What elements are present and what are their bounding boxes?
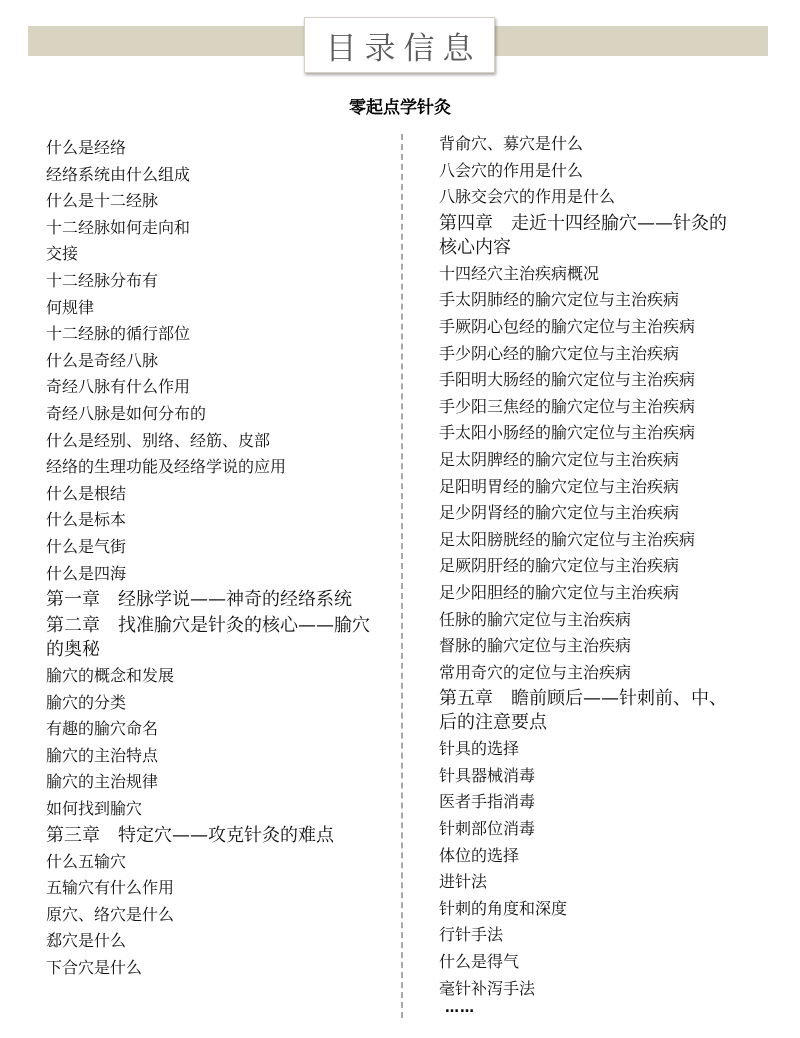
- toc-chapter-heading: 第二章 找准腧穴是针灸的核心——腧穴的奥秘: [46, 615, 370, 661]
- toc-entry: 足少阴肾经的腧穴定位与主治疾病: [439, 503, 680, 523]
- toc-entry: 八脉交会穴的作用是什么: [439, 187, 616, 207]
- toc-entry: 什么是得气: [439, 952, 520, 972]
- toc-entry: 五输穴有什么作用: [46, 878, 175, 898]
- toc-entry: 什么是四海: [46, 563, 127, 583]
- toc-entry: 手厥阴心包经的腧穴定位与主治疾病: [439, 316, 696, 336]
- toc-entry: 十四经穴主治疾病概况: [439, 263, 600, 283]
- toc-entry: 十二经脉的循行部位: [46, 324, 191, 344]
- page-title: 目录信息: [325, 30, 482, 67]
- toc-entry: 足阳明胃经的腧穴定位与主治疾病: [439, 476, 680, 496]
- toc-entry: 奇经八脉有什么作用: [46, 377, 191, 397]
- toc-entry: 经络的生理功能及经络学说的应用: [46, 457, 287, 477]
- toc-entry: 针刺部位消毒: [439, 819, 536, 839]
- toc-entry: 任脉的腧穴定位与主治疾病: [439, 609, 632, 629]
- toc-right-column: [439, 131, 739, 1002]
- toc-entry: 毫针补泻手法: [439, 978, 536, 998]
- toc-entry: 何规律: [46, 297, 95, 317]
- toc-entry: 交接: [46, 244, 79, 264]
- toc-chapter-heading: 第四章 走近十四经腧穴——针灸的核心内容: [439, 212, 727, 258]
- toc-entry: 什么是经络: [46, 138, 127, 157]
- toc-entry: 针具的选择: [439, 739, 520, 759]
- toc-entry: 医者手指消毒: [439, 792, 536, 812]
- toc-entry: 足少阳胆经的腧穴定位与主治疾病: [439, 582, 680, 602]
- toc-entry: 什么是标本: [46, 510, 127, 530]
- toc-left-column: [46, 135, 376, 982]
- toc-chapter-heading: 第一章 经脉学说——神奇的经络系统: [46, 589, 352, 611]
- toc-entry: 进针法: [439, 872, 488, 892]
- toc-entry: 郄穴是什么: [46, 931, 127, 951]
- toc-entry: 原穴、络穴是什么: [46, 904, 175, 924]
- toc-entry: 针刺的角度和深度: [439, 898, 568, 918]
- toc-entry: 腧穴的分类: [46, 692, 127, 712]
- toc-entry: 什么是根结: [46, 483, 127, 503]
- continuation-ellipsis: ……: [445, 1000, 475, 1016]
- toc-entry: 腧穴的主治特点: [46, 745, 159, 765]
- toc-entry: 手太阴肺经的腧穴定位与主治疾病: [439, 290, 680, 310]
- toc-entry: 什么是气街: [46, 536, 127, 556]
- toc-entry: 背俞穴、募穴是什么: [439, 134, 584, 153]
- toc-entry: 体位的选择: [439, 845, 520, 865]
- toc-entry: 八会穴的作用是什么: [439, 160, 584, 180]
- toc-entry: 针具器械消毒: [439, 765, 536, 785]
- toc-entry: 手少阴心经的腧穴定位与主治疾病: [439, 343, 680, 363]
- toc-entry: 十二经脉如何走向和: [46, 217, 191, 237]
- column-divider: [401, 134, 403, 1018]
- toc-entry: 如何找到腧穴: [46, 799, 143, 819]
- toc-entry: 什么是奇经八脉: [46, 350, 159, 370]
- toc-entry: 手阳明大肠经的腧穴定位与主治疾病: [439, 370, 696, 390]
- toc-entry: 足太阳膀胱经的腧穴定位与主治疾病: [439, 529, 696, 549]
- toc-entry: 行针手法: [439, 925, 504, 945]
- toc-entry: 奇经八脉是如何分布的: [46, 403, 207, 423]
- toc-entry: 腧穴的主治规律: [46, 772, 159, 792]
- toc-entry: 下合穴是什么: [46, 958, 143, 978]
- toc-entry: 什么是经别、别络、经筋、皮部: [46, 430, 271, 450]
- toc-entry: 手太阳小肠经的腧穴定位与主治疾病: [439, 423, 696, 443]
- toc-entry: 足太阴脾经的腧穴定位与主治疾病: [439, 449, 680, 469]
- toc-entry: 常用奇穴的定位与主治疾病: [439, 662, 632, 682]
- toc-entry: 十二经脉分布有: [46, 270, 159, 290]
- toc-entry: 督脉的腧穴定位与主治疾病: [439, 636, 632, 656]
- toc-chapter-heading: 第五章 瞻前顾后——针刺前、中、后的注意要点: [439, 688, 727, 734]
- header-title-box: [304, 17, 495, 73]
- toc-chapter-heading: 第三章 特定穴——攻克针灸的难点: [46, 824, 334, 846]
- toc-entry: 有趣的腧穴命名: [46, 719, 159, 739]
- toc-entry: 腧穴的概念和发展: [46, 666, 175, 686]
- toc-entry: 什么五输穴: [46, 851, 127, 871]
- toc-entry: 经络系统由什么组成: [46, 164, 191, 184]
- toc-entry: 足厥阴肝经的腧穴定位与主治疾病: [439, 556, 680, 576]
- toc-entry: 手少阳三焦经的腧穴定位与主治疾病: [439, 396, 696, 416]
- book-title: 零起点学针灸: [349, 98, 451, 118]
- toc-entry: 什么是十二经脉: [46, 191, 159, 211]
